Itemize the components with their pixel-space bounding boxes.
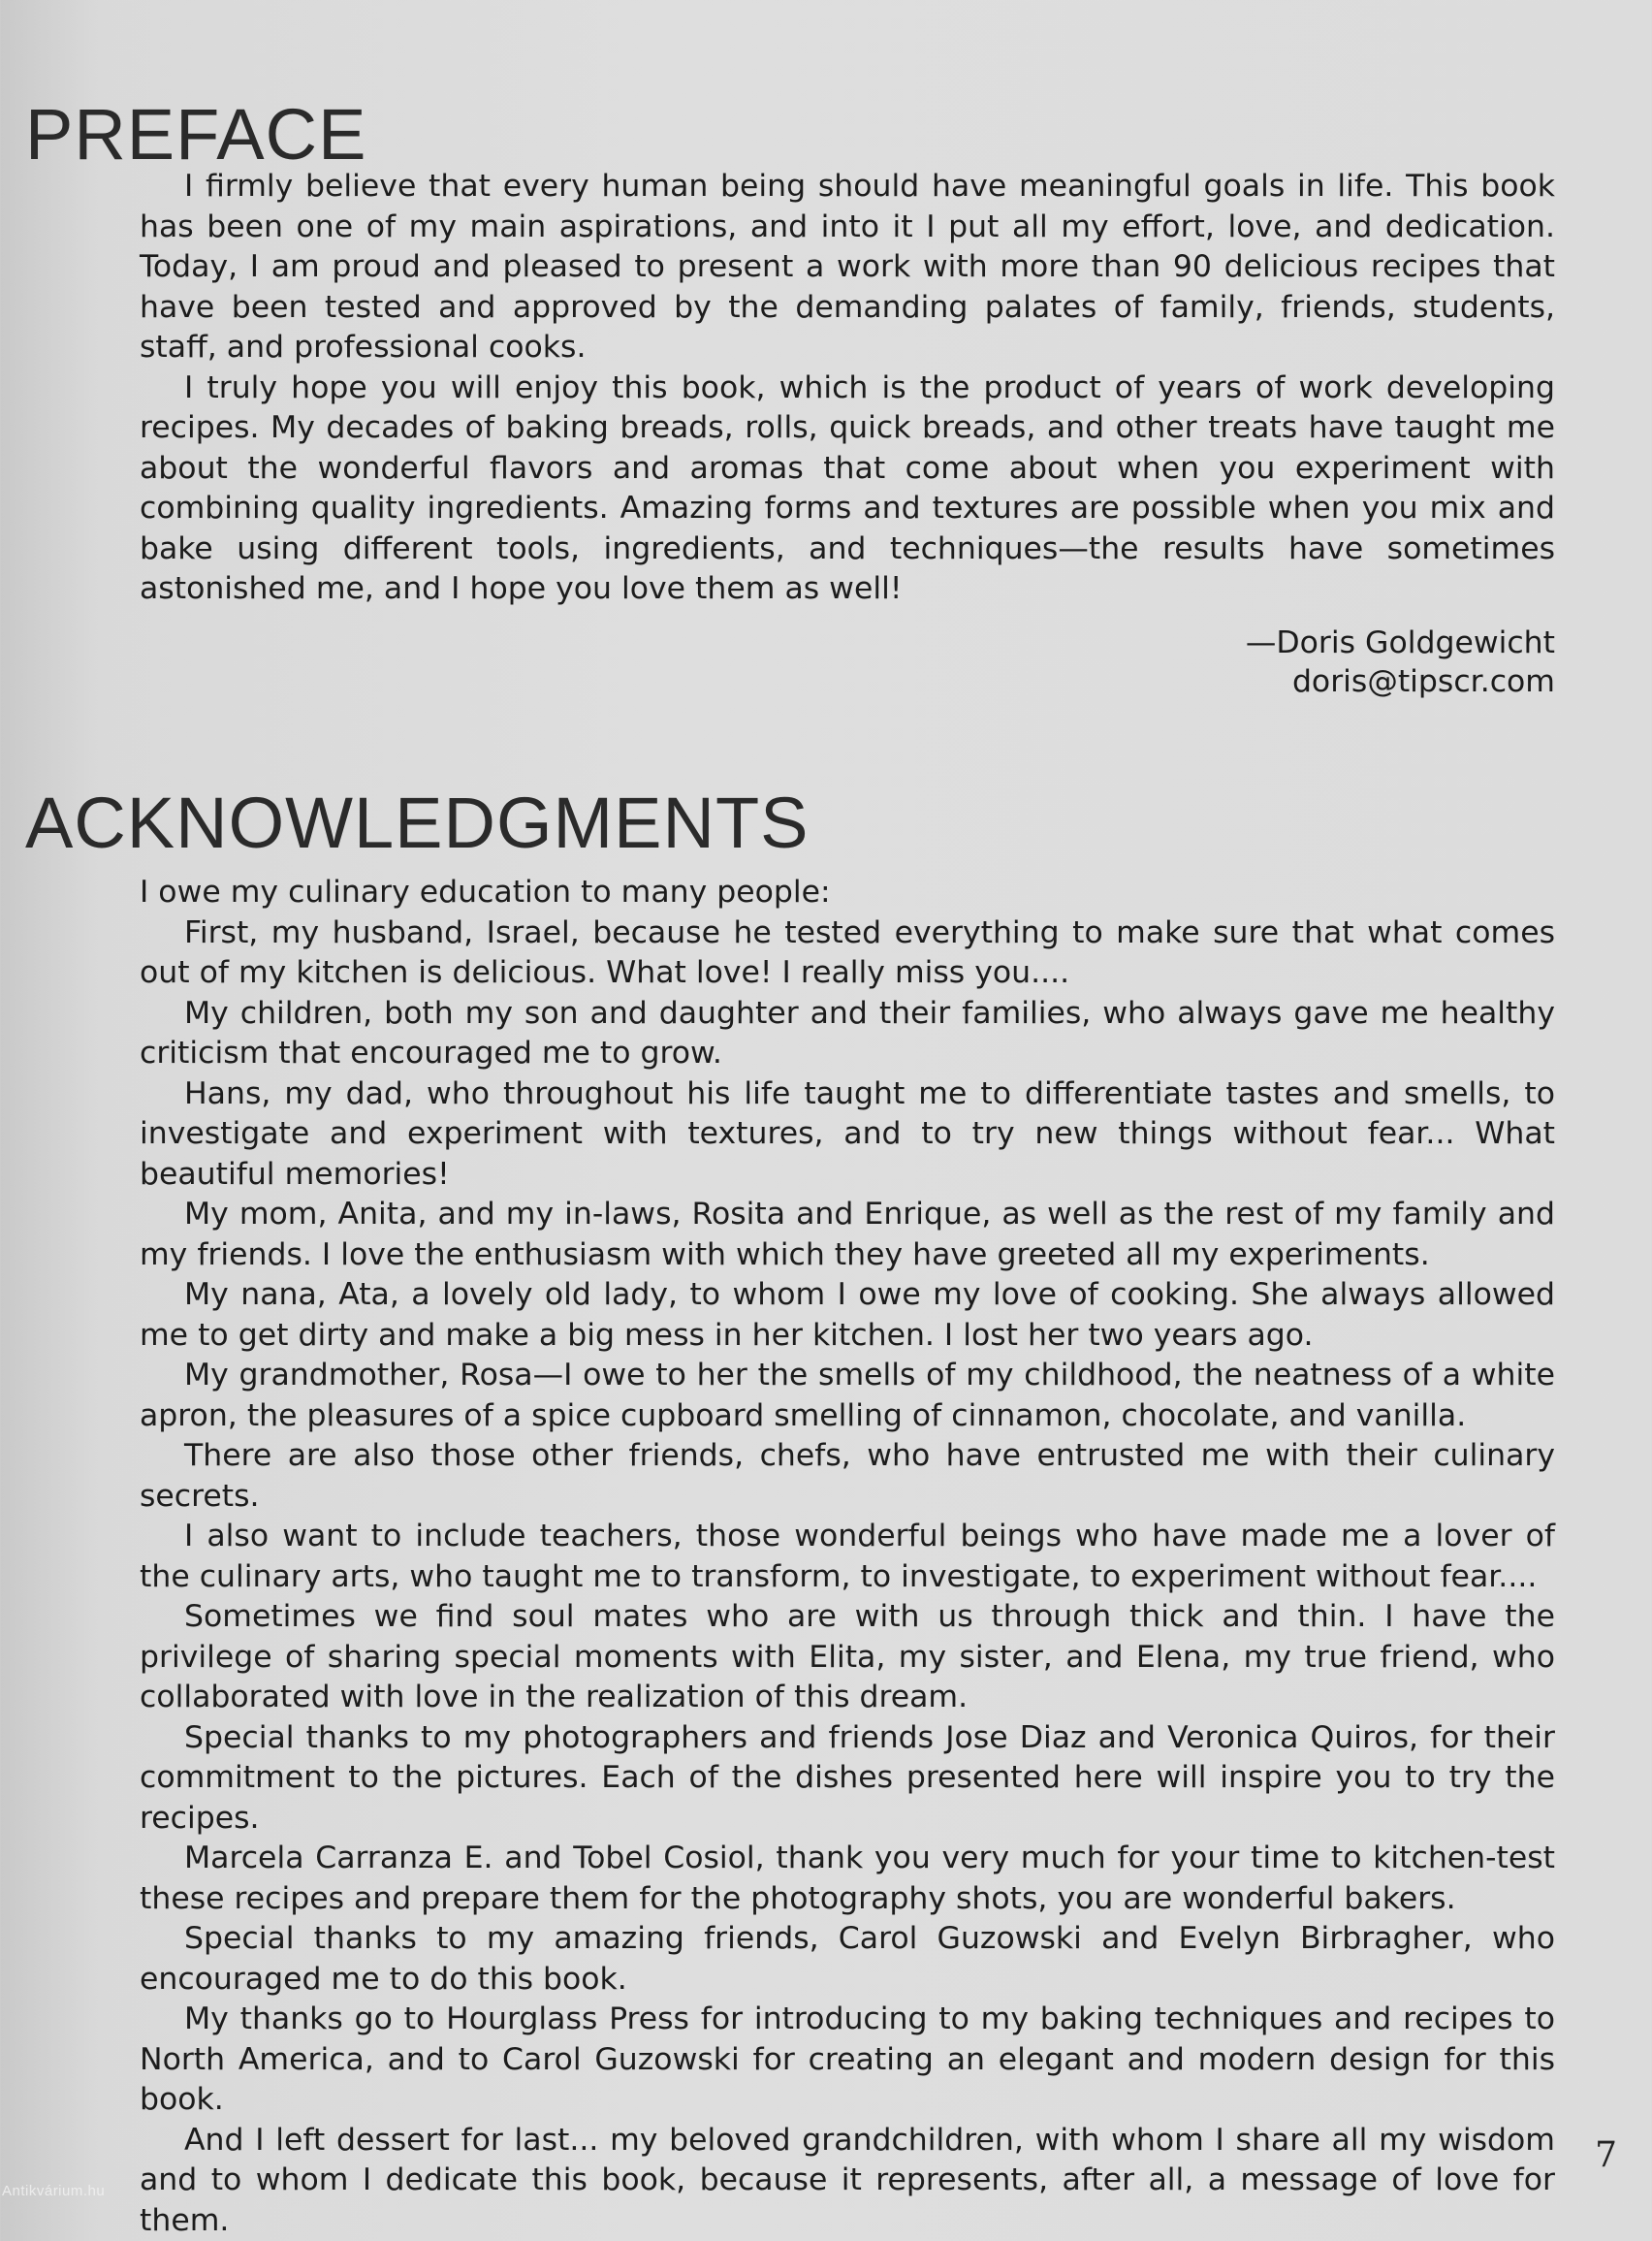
acknowledgment-paragraph: And I left dessert for last... my beloved grandchildren, with whom I share all my wisdom and to whom I dedicate this book, because it represents, after all, a message of love for them.	[140, 2121, 1555, 2241]
watermark: Antikvárium.hu	[2, 2183, 105, 2199]
acknowledgment-paragraph: My mom, Anita, and my in-laws, Rosita and Enrique, as well as the rest of my family and my friends. I love the enthusiasm with which they have greeted all my experiments.	[140, 1195, 1555, 1275]
acknowledgments-body	[140, 873, 1555, 2241]
author-signature: —Doris Goldgewicht	[140, 624, 1555, 662]
acknowledgment-paragraph: Special thanks to my amazing friends, Carol Guzowski and Evelyn Birbragher, who encouraged me to do this book.	[140, 1919, 1555, 2000]
preface-heading: PREFACE	[25, 99, 366, 171]
acknowledgment-paragraph: Hans, my dad, who throughout his life taught me to differentiate tastes and smells, to investigate and experiment with textures, and to try new things without fear... What beautiful memories!	[140, 1074, 1555, 1196]
preface-body	[140, 167, 1555, 701]
acknowledgment-paragraph: My grandmother, Rosa—I owe to her the smells of my childhood, the neatness of a white apron, the pleasures of a spice cupboard smelling of cinnamon, chocolate, and vanilla.	[140, 1356, 1555, 1436]
acknowledgment-paragraph: My thanks go to Hourglass Press for introducing to my baking techniques and recipes to North America, and to Carol Guzowski for creating an elegant and modern design for this book.	[140, 2000, 1555, 2121]
acknowledgment-paragraph: There are also those other friends, chefs, who have entrusted me with their culinary secrets.	[140, 1436, 1555, 1517]
acknowledgment-paragraph: Marcela Carranza E. and Tobel Cosiol, thank you very much for your time to kitchen-test these recipes and prepare them for the photography shots, you are wonderful bakers.	[140, 1839, 1555, 1919]
signature-block	[140, 624, 1555, 701]
acknowledgment-paragraph: My nana, Ata, a lovely old lady, to whom I owe my love of cooking. She always allowed me to get dirty and make a big mess in her kitchen. I lost her two years ago.	[140, 1275, 1555, 1356]
acknowledgment-paragraph: Special thanks to my photographers and friends Jose Diaz and Veronica Quiros, for their commitment to the pictures. Each of the dishes presented here will inspire you to try the recipes.	[140, 1718, 1555, 1840]
acknowledgment-paragraph: I also want to include teachers, those wonderful beings who have made me a lover of the culinary arts, who taught me to transform, to investigate, to experiment without fear....	[140, 1517, 1555, 1597]
acknowledgment-paragraph: My children, both my son and daughter and their families, who always gave me healthy criticism that encouraged me to grow.	[140, 994, 1555, 1074]
acknowledgment-paragraph: First, my husband, Israel, because he tested everything to make sure that what comes out of my kitchen is delicious. What love! I really miss you....	[140, 913, 1555, 994]
acknowledgments-intro: I owe my culinary education to many people:	[140, 873, 1555, 913]
page-number: 7	[1595, 2135, 1617, 2175]
preface-paragraph: I truly hope you will enjoy this book, which is the product of years of work developing recipes. My decades of baking breads, rolls, quick breads, and other treats have taught me about the wonderful flavors and aromas that come about when you experiment with combining quality ingredients. Amazing forms and textures are possible when you mix and bake using different tools, ingredients, and techniques—the results have sometimes astonished me, and I hope you love them as well!	[140, 368, 1555, 610]
acknowledgment-paragraph: Sometimes we find soul mates who are with us through thick and thin. I have the privilege of sharing special moments with Elita, my sister, and Elena, my true friend, who collaborated with love in the realization of this dream.	[140, 1597, 1555, 1718]
author-email: doris@tipscr.com	[140, 662, 1555, 701]
acknowledgments-heading: ACKNOWLEDGMENTS	[25, 787, 810, 859]
preface-paragraph: I firmly believe that every human being should have meaningful goals in life. This book has been one of my main aspirations, and into it I put all my effort, love, and dedication. Today, I am proud and pleased to present a work with more than 90 delicious recipes that have been tested and approved by the demanding palates of family, friends, students, staff, and professional cooks.	[140, 167, 1555, 368]
